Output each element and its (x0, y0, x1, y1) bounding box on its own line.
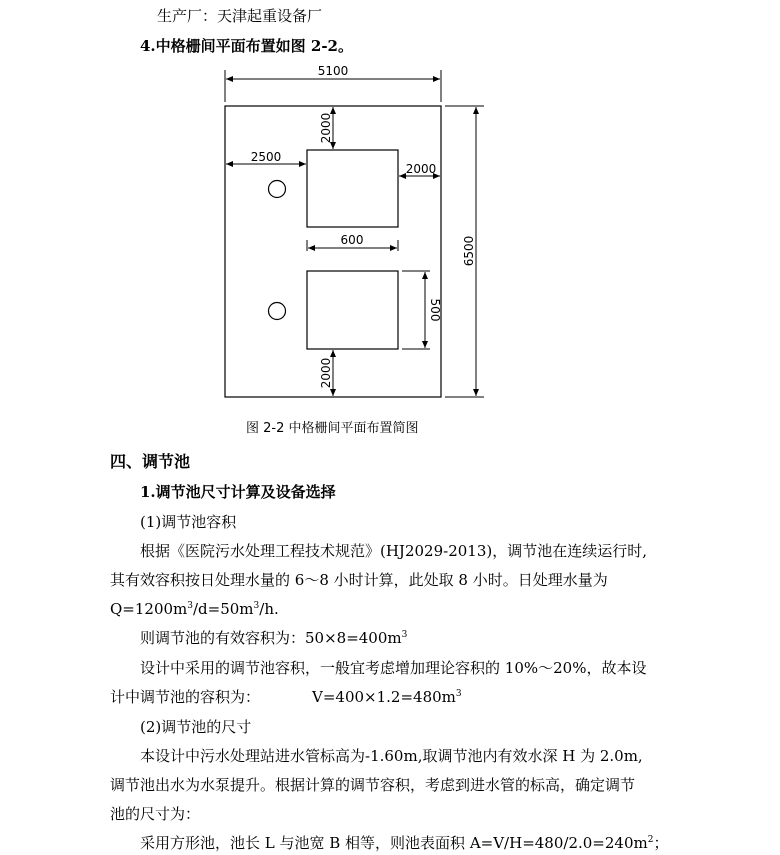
para4-line1: 本设计中污水处理站进水管标高为-1.60m,取调节池内有效水深 H 为 2.0m, (140, 747, 643, 765)
item-tank-dimensions: (2)调节池的尺寸 (140, 718, 252, 736)
effective-volume-text: 则调节池的有效容积为：50×8=400m (140, 629, 402, 647)
para1-line1: 根据《医院污水处理工程技术规范》(HJ2029-2013)，调节池在连续运行时, (140, 542, 647, 560)
para4-line3: 池的尺寸为： (110, 805, 201, 823)
flow-q-text: Q=1200m (110, 600, 188, 618)
design-volume-formula: $V=400\times 1.2=480m^3$ (312, 688, 462, 706)
para3-line1: 设计中采用的调节池容积，一般宜考虑增加理论容积的 10%～20%，故本设 (140, 659, 647, 677)
para1-line3 (110, 600, 279, 618)
dim-label-5100: 5100 (317, 64, 349, 78)
para2-effective-volume (140, 629, 407, 647)
flow-q-sup2: 3 (253, 601, 260, 611)
drain-circle-top (269, 181, 286, 198)
dim-label-2500: 2500 (250, 150, 282, 164)
section-item-4: 4.中格栅间平面布置如图 2-2。 (140, 37, 353, 55)
heading-adjustment-tank: 四、调节池 (110, 452, 191, 471)
manufacturer-line: 生产厂：天津起重设备厂 (157, 7, 323, 25)
grating-unit-bottom (307, 271, 398, 349)
dim-label-2000-top: 2000 (319, 112, 333, 144)
para1-line2: 其有效容积按日处理水量的 6～8 小时计算，此处取 8 小时。日处理水量为 (110, 571, 608, 589)
surface-area-end: ； (653, 834, 669, 852)
dim-label-2000-bottom: 2000 (319, 357, 333, 389)
surface-area-text: 采用方形池，池长 L 与池宽 B 相等，则池表面积 A=V/H=480/2.0=240m (140, 834, 648, 852)
drain-circle-bottom (269, 303, 286, 320)
subheading-tank-sizing: 1.调节池尺寸计算及设备选择 (140, 483, 336, 501)
para4-line2: 调节池出水为水泵提升。根据计算的调节容积，考虑到进水管的标高，确定调节 (110, 776, 636, 794)
dim-label-600: 600 (340, 233, 364, 247)
para3-line2 (110, 688, 462, 706)
flow-q-text-b: /d=50m (193, 600, 254, 618)
dim-label-2000-right: 2000 (405, 162, 437, 176)
design-volume-label: 计中调节池的容积为： (110, 688, 261, 706)
dim-label-6500: 6500 (462, 235, 476, 267)
effective-volume-sup: 3 (401, 630, 408, 640)
flow-q-text-c: /h. (259, 600, 279, 618)
surface-area-sup: 2 (647, 835, 654, 845)
item-tank-volume: (1)调节池容积 (140, 513, 237, 531)
dim-label-500: 500 (428, 298, 442, 322)
flow-q-sup1: 3 (187, 601, 193, 611)
figure-caption: 图 2-2 中格栅间平面布置简图 (246, 421, 419, 436)
para5-surface-area (140, 834, 668, 852)
grating-unit-top (307, 150, 398, 227)
